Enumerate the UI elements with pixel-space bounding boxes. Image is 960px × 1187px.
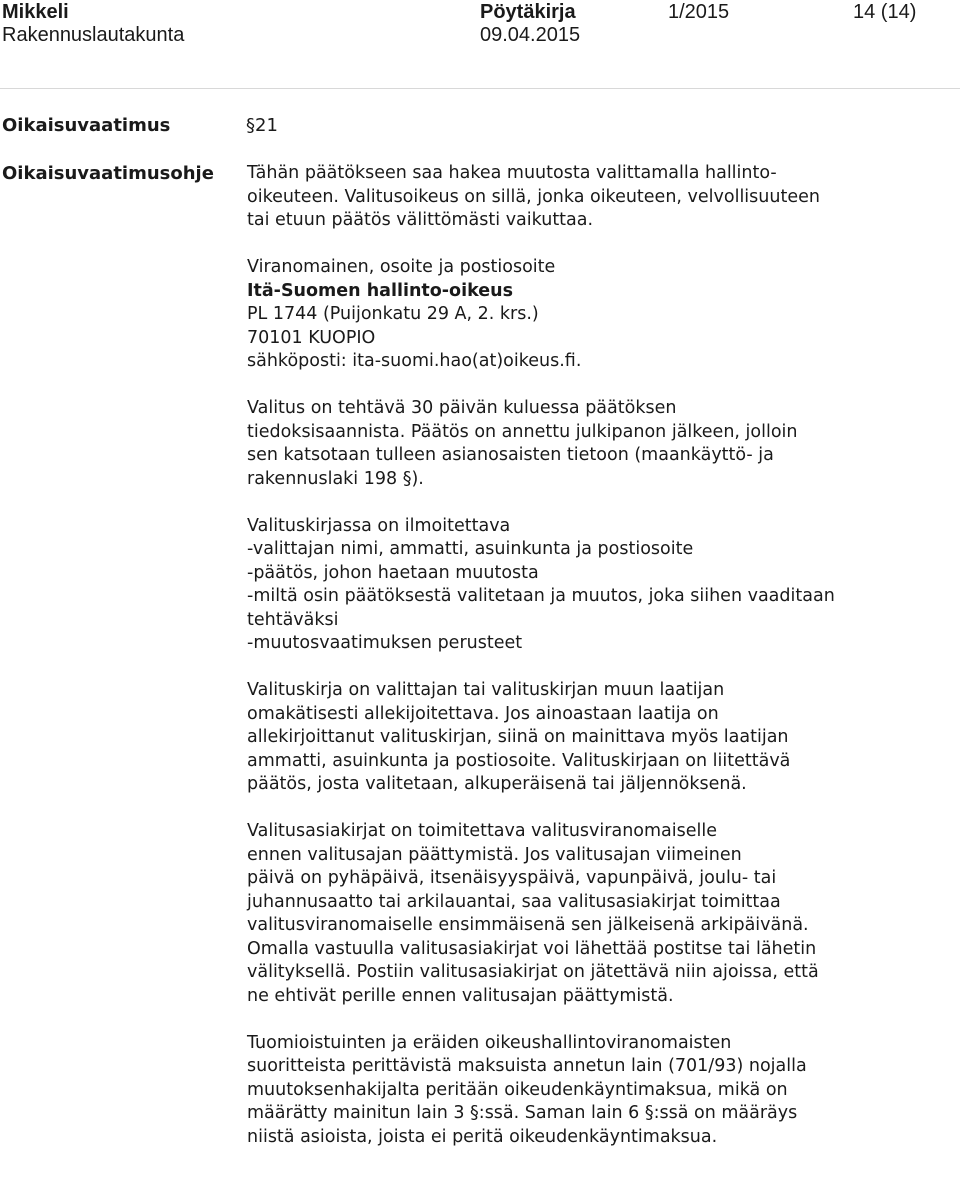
text-line: ne ehtivät perille ennen valitusajan päättymistä. bbox=[247, 985, 674, 1006]
text-line: niistä asioista, joista ei peritä oikeudenkäyntimaksua. bbox=[247, 1126, 718, 1147]
text-line: Tuomioistuinten ja eräiden oikeushallintoviranomaisten bbox=[247, 1032, 732, 1053]
text-line: valitusviranomaiselle ensimmäisenä sen jälkeisenä arkipäivänä. bbox=[247, 915, 809, 935]
paragraph-authority-address bbox=[247, 256, 947, 374]
authority-intro: Viranomainen, osoite ja postiosoite bbox=[247, 257, 556, 277]
list-item: -valittajan nimi, ammatti, asuinkunta ja postiosoite bbox=[247, 539, 694, 559]
paragraph-appeal-contents bbox=[247, 515, 947, 656]
text-line: Valituskirjassa on ilmoitettava bbox=[247, 515, 511, 536]
document-number: 1/2015 bbox=[668, 1, 730, 23]
text-line: Tähän päätökseen saa hakea muutosta valittamalla hallinto- bbox=[247, 163, 777, 183]
paragraph-signature bbox=[247, 679, 947, 797]
text-line: Omalla vastuulla valitusasiakirjat voi lähettää postitse tai lähetin bbox=[247, 938, 817, 959]
text-line: rakennuslaki 198 §). bbox=[247, 468, 424, 489]
authority-email: sähköposti: ita-suomi.hao(at)oikeus.fi. bbox=[247, 351, 582, 371]
header-divider bbox=[0, 88, 960, 89]
text-line: Valituskirja on valittajan tai valituskirjan muun laatijan bbox=[247, 680, 725, 700]
list-item: -päätös, johon haetaan muutosta bbox=[247, 562, 539, 583]
text-line: muutoksenhakijalta peritään oikeudenkäyntimaksua, mikä on bbox=[247, 1079, 788, 1100]
text-line: päätös, josta valitetaan, alkuperäisenä tai jäljennöksenä. bbox=[247, 774, 747, 794]
organization-name: Mikkeli bbox=[2, 1, 69, 23]
instructions-body bbox=[247, 162, 947, 1173]
document-header bbox=[0, 0, 960, 48]
paragraph-appeal-period bbox=[247, 397, 947, 491]
paragraph-court-fees bbox=[247, 1032, 947, 1150]
text-line: sen katsotaan tulleen asianosaisten tietoon (maankäyttö- ja bbox=[247, 445, 774, 465]
text-line: Valitusasiakirjat on toimitettava valitusviranomaiselle bbox=[247, 821, 717, 841]
section-number: §21 bbox=[246, 115, 278, 136]
text-line: tiedoksisaannista. Päätös on annettu julkipanon jälkeen, jolloin bbox=[247, 421, 798, 442]
text-line: suoritteista perittävistä maksuista annetun lain (701/93) nojalla bbox=[247, 1056, 807, 1076]
text-line: Valitus on tehtävä 30 päivän kuluessa päätöksen bbox=[247, 398, 677, 418]
meeting-date: 09.04.2015 bbox=[480, 24, 581, 46]
text-line: ammatti, asuinkunta ja postiosoite. Valituskirjaan on liitettävä bbox=[247, 750, 791, 771]
paragraph-right-to-appeal bbox=[247, 162, 947, 233]
list-item: -miltä osin päätöksestä valitetaan ja muutos, joka siihen vaaditaan bbox=[247, 586, 835, 606]
instructions-section-title: Oikaisuvaatimusohje bbox=[2, 163, 214, 184]
text-line: päivä on pyhäpäivä, itsenäisyyspäivä, vapunpäivä, joulu- tai bbox=[247, 868, 777, 888]
text-line: oikeuteen. Valitusoikeus on sillä, jonka oikeuteen, velvollisuuteen bbox=[247, 186, 820, 207]
text-line: omakätisesti allekijoitettava. Jos ainoastaan laatija on bbox=[247, 703, 719, 724]
authority-postal-code: 70101 KUOPIO bbox=[247, 327, 376, 348]
authority-name: Itä-Suomen hallinto-oikeus bbox=[247, 280, 513, 301]
list-item: -muutosvaatimuksen perusteet bbox=[247, 633, 523, 653]
text-line: allekirjoittanut valituskirjan, siinä on mainittava myös laatijan bbox=[247, 727, 789, 747]
paragraph-delivery bbox=[247, 820, 947, 1008]
text-line: määrätty mainitun lain 3 §:ssä. Saman lain 6 §:ssä on määräys bbox=[247, 1103, 798, 1123]
appeal-section-title: Oikaisuvaatimus bbox=[2, 115, 171, 136]
board-name: Rakennuslautakunta bbox=[2, 24, 185, 46]
text-line: ennen valitusajan päättymistä. Jos valitusajan viimeinen bbox=[247, 844, 742, 865]
document-type: Pöytäkirja bbox=[480, 1, 576, 23]
text-line: tai etuun päätös välittömästi vaikuttaa. bbox=[247, 210, 594, 230]
list-item: tehtäväksi bbox=[247, 609, 339, 630]
page-number: 14 (14) bbox=[853, 1, 917, 23]
text-line: juhannusaatto tai arkilauantai, saa valitusasiakirjat toimittaa bbox=[247, 891, 781, 912]
authority-po-box: PL 1744 (Puijonkatu 29 A, 2. krs.) bbox=[247, 304, 539, 324]
text-line: välityksellä. Postiin valitusasiakirjat on jätettävä niin ajoissa, että bbox=[247, 962, 819, 982]
